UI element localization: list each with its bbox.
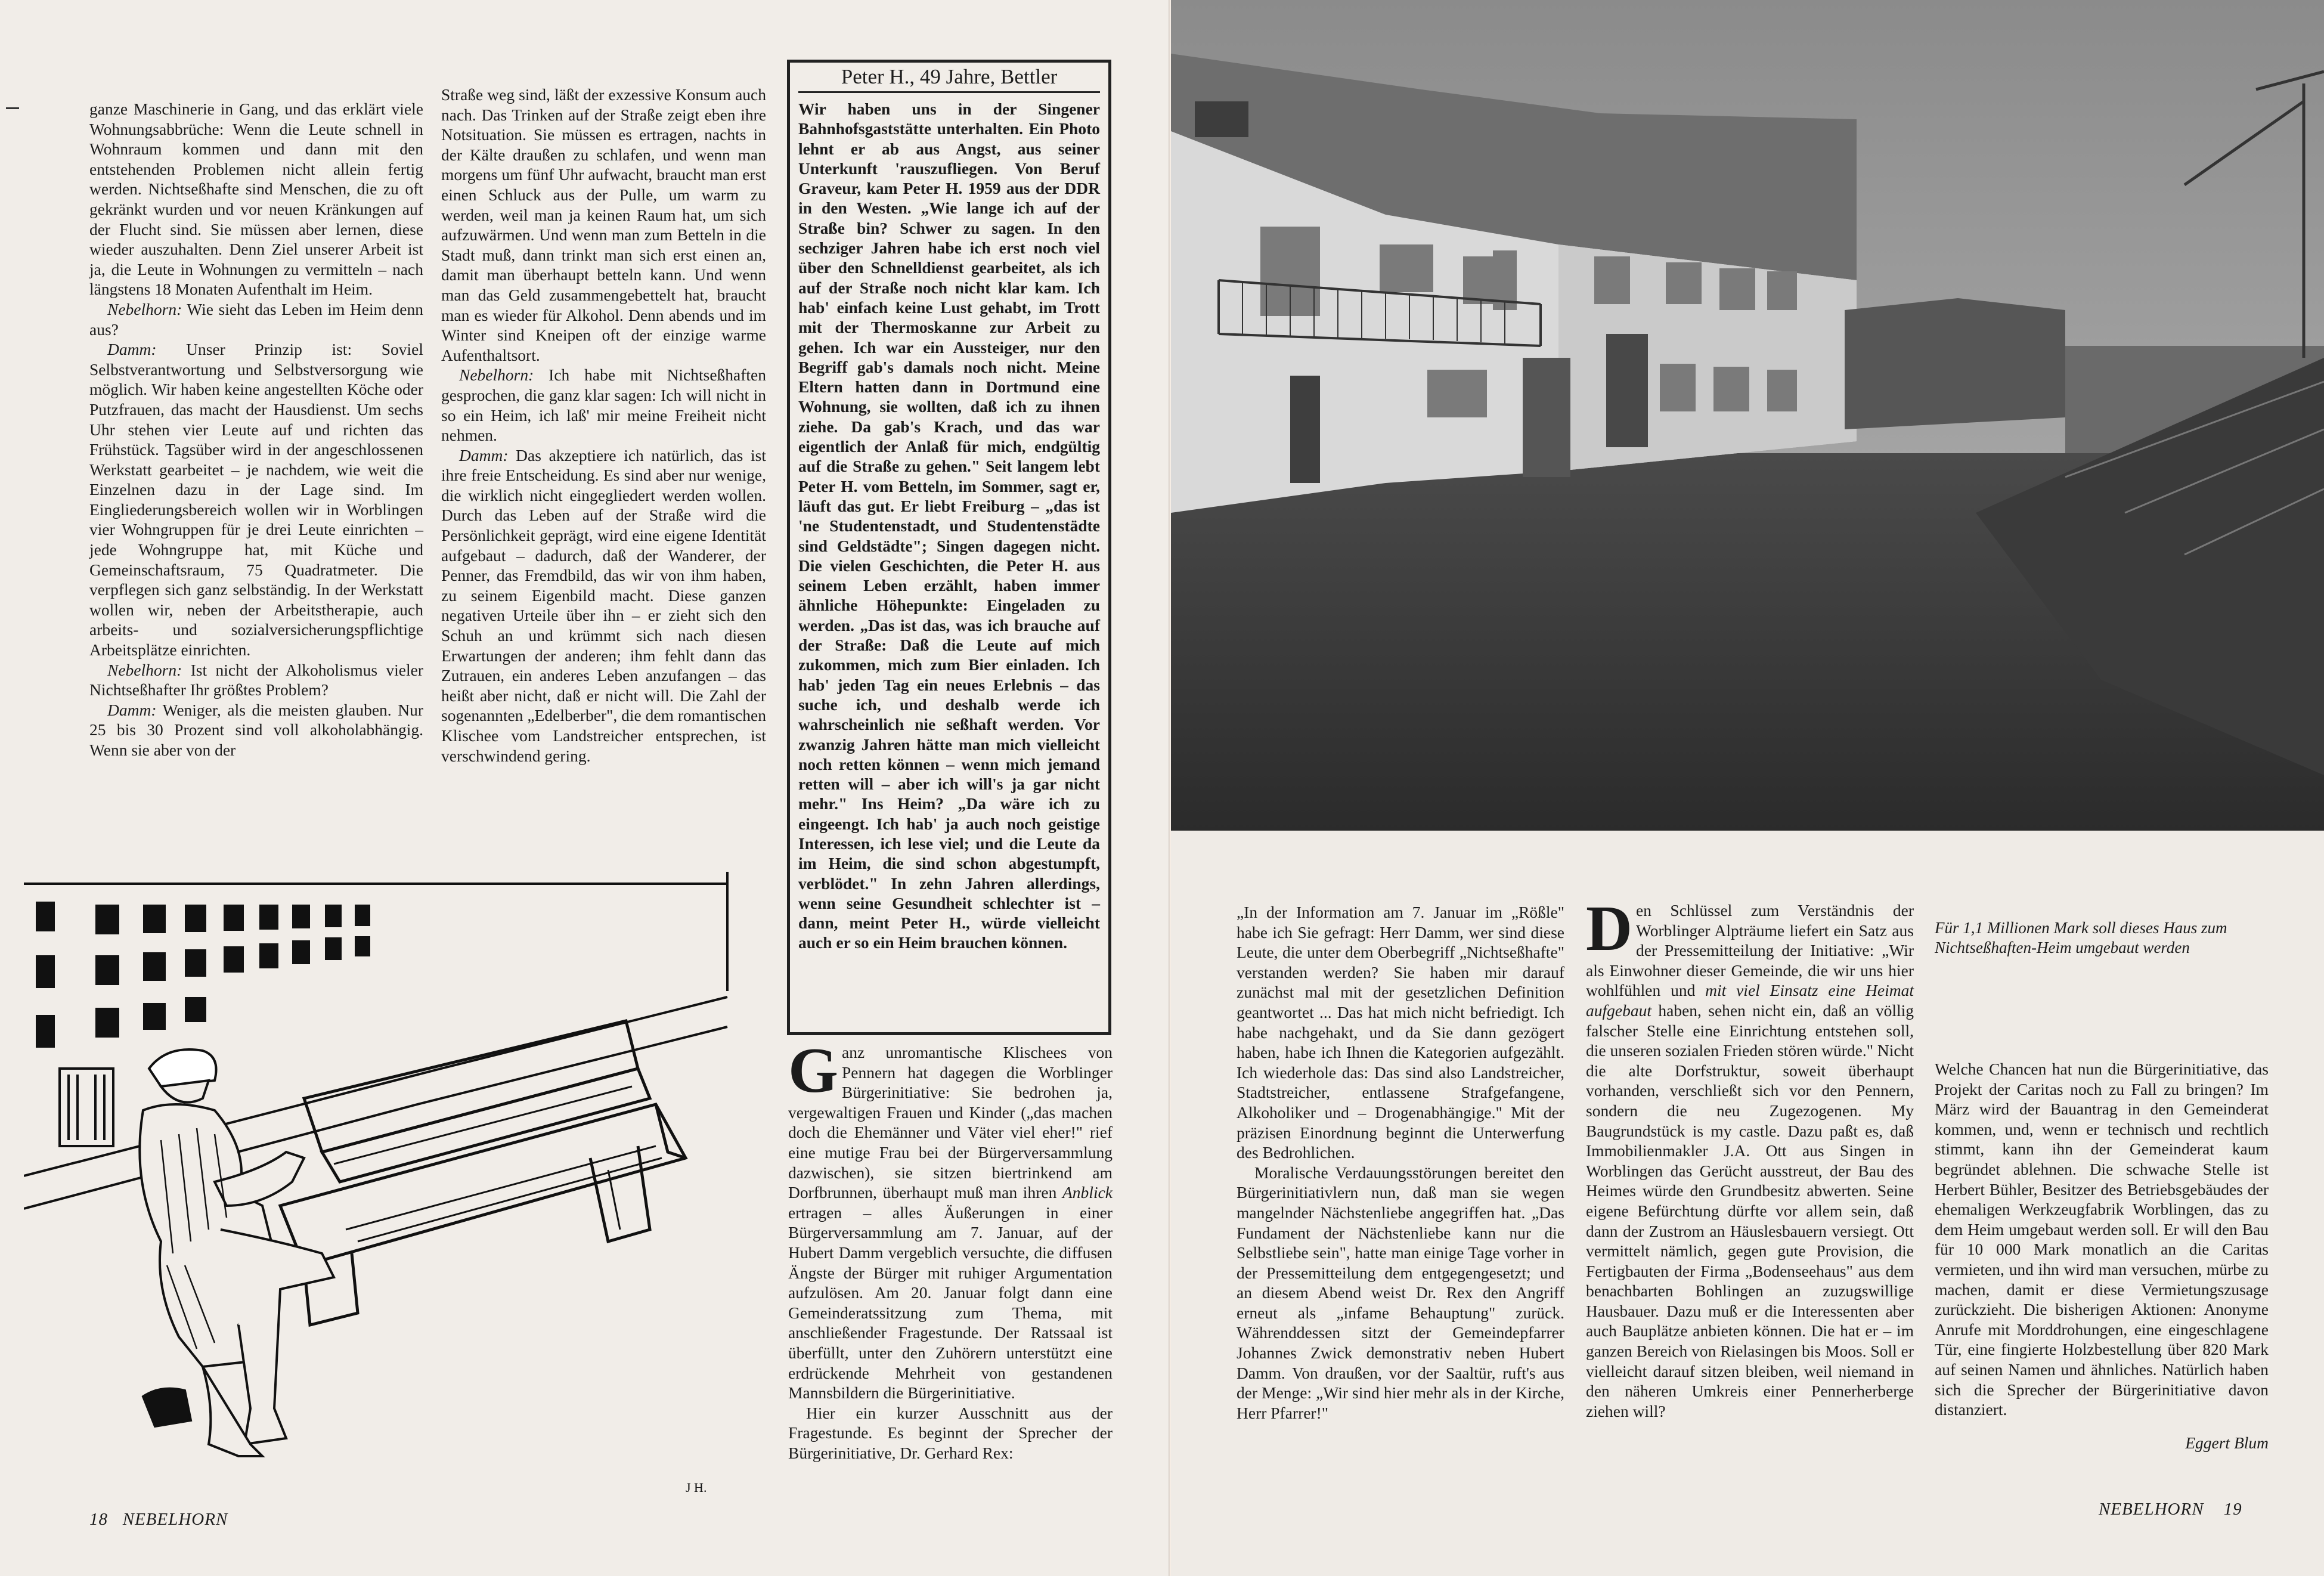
right-column-3	[1935, 1059, 2269, 1453]
speaker-label: Damm:	[107, 700, 157, 719]
building-photo	[1171, 0, 2324, 831]
right-column-2	[1586, 893, 1914, 1421]
article-para: Hier ein kurzer Ausschnitt aus der Fragestunde. Es beginnt der Sprecher der Bürgerinitiative, Dr. Gerhard Rex:	[788, 1403, 1113, 1462]
folio-left: 18 NEBELHORN	[89, 1510, 228, 1529]
article-para: „In der Information am 7. Januar im „Rößle" habe ich Sie gefragt: Herr Damm, wer sind diese Leute, die unter dem Oberbegriff „Nichtseßhafte" verstanden werden? Sie haben mir darauf zunächst mal mit der gesetzlichen Definition geantwortet ... Das hat mich nicht befriedigt. Ich habe nachgehakt, und da Sie dann gezögert haben, habe ich Ihnen die Kategorien aufgezählt. Ich wiederhole das: Das sind also Landstreicher, Stadtstreicher, entlassene Strafgefangene, Alkoholiker und – Drogenabhängige." Mit der präzisen Einordnung beginnt die Unterwerfung des Bedrohlichen.	[1237, 903, 1564, 1162]
sidebar-text: Wir haben uns in der Singener Bahnhofsgaststätte unterhalten. Ein Photo lehnt er ab aus Angst, aus seiner Unterkunft 'rauszufliegen. Von Beruf Graveur, kam Peter H. 1959 aus der DDR in den Westen. „Wie lange ich auf der Straße bin? Schwer zu sagen. In den sechziger Jahren habe ich erst noch viel über den Schnelldienst gearbeitet, als ich auf der Straße noch nicht klar kam. Ich hab' einfach keine Lust gehabt, im Trott mit der Thermoskanne zur Arbeit zu gehen. Ich war ein Aussteiger, nur den Begriff gab's damals noch nicht. Meine Eltern hatten dann in Dortmund eine Wohnung, sie wollten, daß ich zu ihnen ziehe. Da gab's Krach, und das war eigentlich der Anlaß für mich, endgültig auf die Straße zu gehen." Seit langem lebt Peter H. vom Betteln, im Sommer, sagt er, läuft das gut. Er liebt Freiburg – „das ist 'ne Studentenstadt, und Studentenstädte sind Geldstädte"; Singen dagegen nicht. Die vielen Geschichten, die Peter H. aus seinem Leben erzählt, haben immer ähnliche Höhepunkte: Eingeladen zu werden. „Das ist das, was ich brauche auf der Straße: Daß die Leute auf mich zukommen, mich zum Bier einladen. Ich hab' jeden Tag ein neues Erlebnis – das suche ich, und deshalb werde ich wahrscheinlich nie seßhaft werden. Vor zwanzig Jahren hätte man mich vielleicht noch retten können – wenn mich jemand retten will – aber ich will's ja gar nicht mehr." Ins Heim? „Da wäre ich zu eingeengt. Ich hab' ja auch noch geistige Interessen, ich lese viel; und die Leute da im Heim, die sind schon abgestumpft, verblödet." In zehn Jahren allerdings, wenn seine Gesundheit schlechter ist – dann, meint Peter H., würde vielleicht auch er so ein Heim brauchen können.	[798, 100, 1100, 952]
sidebar-box	[787, 60, 1111, 1035]
illustration-man-on-bench	[24, 872, 757, 1500]
dropcap: D	[1586, 893, 1632, 964]
article-para: Moralische Verdauungsstörungen bereitet den Bürgerinitiativlern nun, daß man sie wegen mangelnder Nächstenliebe angegriffen hat. „Das Fundament der Nächstenliebe kann nur die Selbstliebe sein", hatte man einige Tage vorher in der Pressemitteilung dem entgegengesetzt; und an diesem Abend weist Dr. Rex den Angriff erneut als „infame Behauptung" zurück. Währenddessen sitzt der Gemeindepfarrer Johannes Zwick demonstrativ neben Hubert Damm. Von draußen, vor der Saaltür, ruft's aus der Menge: „Wir sind hier mehr als in der Kirche, Herr Pfarrer!"	[1237, 1163, 1564, 1422]
speaker-label: Nebelhorn:	[107, 299, 182, 318]
crop-mark	[6, 107, 19, 109]
interview-para: Damm: Das akzeptiere ich natürlich, das ist ihre freie Entscheidung. Es sind aber nur wenige, die wirklich nicht eingegliedert werden wollen. Durch das Leben auf der Straße wird die Persönlichkeit geprägt, wird eine eigene Identität aufgebaut – dadurch, daß der Wanderer, der Penner, das Fremdbild, das wir von ihm haben, zu seinem Eigenbild macht. Diese ganzen negativen Urteile über ihn – er zieht sich den Schuh an und krümmt sich nach diesen Erwartungen der anderen; ihm fehlt dann das Zutrauen, ein anderes Leben anzufangen – das heißt aber nicht, daß er nicht will. Die Zahl der sogenannten „Edelberber", die dem romantischen Klischee vom Landstreicher entsprechen, ist verschwindend gering.	[441, 445, 766, 765]
photo-caption: Für 1,1 Millionen Mark soll dieses Haus zum Nichtseßhaften-Heim umgebaut werden	[1935, 919, 2227, 956]
article-para: Welche Chancen hat nun die Bürgerinitiative, das Projekt der Caritas noch zu Fall zu bringen? Im März wird der Bauantrag in den Gemeinderat kommen, und, wenn er technisch und rechtlich stimmt, kann ihn der Gemeinderat kaum begründet ablehnen. Die schwache Stelle ist Herbert Bühler, Besitzer des Betriebsgebäudes der ehemaligen Werkzeugfabrik Worblingen, das zu dem Heim umgebaut werden soll. Er will den Bau für 10 000 Mark monatlich an die Caritas vermieten, und ihn wird man versuchen, mürbe zu machen, damit er diese Vermietungszusage zurückzieht. Die bisherigen Aktionen: Anonyme Anrufe mit Morddrohungen, eine eingeschlagene Tür, eine fingierte Holzbestellung über 820 Mark auf seinen Namen und ähnliches. Natürlich haben sich die Sprecher der Bürgerinitiative davon distanziert.	[1935, 1060, 2269, 1419]
speaker-label: Nebelhorn:	[107, 660, 182, 679]
speaker-label: Nebelhorn:	[459, 366, 534, 385]
column-3	[788, 1035, 1113, 1463]
speaker-label: Damm:	[459, 445, 509, 465]
column-1	[89, 99, 423, 760]
interview-para: Damm: Unser Prinzip ist: Soviel Selbstverantwortung und Selbstversorgung wie möglich. Wir haben keine angestellten Köche oder Putzfrauen, das macht der Hausdienst. Um sechs Uhr stehen vier Leute auf und richten das Frühstück. Tagsüber wird in der angeschlossenen Werkstatt gearbeitet – je nachdem, wie weit die Einzelnen dazu in der Lage sind. Im Eingliederungsbereich wollen wir in Worblingen vier Wohngruppen für je drei Leute einrichten – jede Wohngruppe hat, mit Küche und Gemeinschaftsraum, 75 Quadratmeter. Die verpflegen sich ganz selbständig. In der Werkstatt wollen wir, neben der Arbeitstherapie, auch arbeits- und sozialversicherungspflichtige Arbeitsplätze einrichten.	[89, 340, 423, 659]
article-intro: Ganz unromantische Klischees von Pennern hat dagegen die Worblinger Bürgerinitiative: Sie bedrohen ja, vergewaltigen Frauen und Kinder („das machen doch die Ehemänner und Väter viel eher!" rief eine mutige Frau bei der Bürgerversammlung dazwischen), sie sitzen biertrinkend am Dorfbrunnen, überhaupt muß man ihren Anblick ertragen – alles Äußerungen in einer Bürgerversammlung am 7. Januar, auf der Hubert Damm vergeblich versuchte, die diffusen Ängste der Bürger mit ruhiger Argumentation aufzulösen. Am 20. Januar folgt dann eine Gemeinderatssitzung zum Thema, mit anschließender Fragestunde. Der Ratssaal ist überfüllt, unter den Zuhörern unterstützt eine erdrückende Mehrheit von gestandenen Mannsbildern die Bürgerinitiative.	[788, 1035, 1113, 1402]
column-2	[441, 85, 766, 766]
interview-para: Nebelhorn: Ist nicht der Alkoholismus vieler Nichtseßhafter Ihr größtes Problem?	[89, 660, 423, 699]
interview-para: Nebelhorn: Ich habe mit Nichtseßhaften gesprochen, die ganz klar sagen: Ich will nicht in so ein Heim, ich laß' mir meine Freiheit nicht nehmen.	[441, 366, 766, 445]
sidebar-title: Peter H., 49 Jahre, Bettler	[798, 65, 1100, 93]
dropcap: G	[788, 1035, 839, 1106]
article-para: Straße weg sind, läßt der exzessive Konsum auch nach. Das Trinken auf der Straße zeigt eben ihre Notsituation. Sie müssen es ertragen, nachts in der Kälte draußen zu schlafen, und wenn man morgens um fünf Uhr aufwacht, braucht man erst einen Schluck aus der Pulle, um warm zu werden, weil man ja keinen Raum hat, um sich aufzuwärmen. Und wenn man zum Betteln in die Stadt muß, dann trinkt man sich erst einen an, damit man überhaupt betteln kann. Und wenn man das Geld zusammengebettelt hat, braucht man es wieder für Alkohol. Denn abends und im Winter sind Kneipen oft der einzige warme Aufenthaltsort.	[441, 85, 766, 364]
article-para: ganze Maschinerie in Gang, und das erklärt viele Wohnungsabbrüche: Wenn die Leute schnell in Wohnraum kommen und dann mit den entstehenden Problemen nicht allein fertig werden. Nichtseßhafte sind Menschen, die zu oft gekränkt wurden und vor neuen Kränkungen auf der Flucht sind. Sie müssen aber lernen, diese wieder auszuhalten. Denn Ziel unserer Arbeit ist ja, die Leute in Wohnungen zu vermitteln – nach längstens 18 Monaten Aufenthalt im Heim.	[89, 100, 423, 299]
article-para: Den Schlüssel zum Verständnis der Worblinger Alpträume liefert ein Satz aus der Pressemitteilung der Initiative: „Wir als Einwohner dieser Gemeinde, die wir uns hier wohlfühlen und mit viel Einsatz eine Heimat aufgebaut haben, sehen nicht ein, daß an völlig falscher Stelle eine Einrichtung entstehen soll, die unseren sozialen Frieden stören würde." Nicht die alte Dorfstruktur, soweit überhaupt vorhanden, verschließt sich vor den Pennern, sondern die neu Zugezogenen. My Baugrundstück is my castle. Dazu paßt es, daß Immobilienmakler J.A. Ott aus Singen in Worblingen das Gerücht ausstreut, der Bau des Heimes würde den Grundbesitz abwerten. Seine eigene Befürchtung dürfte vor allem sein, daß dann der Zustrom an Häuslesbauern versiegt. Ott vermittelt nämlich, gegen gute Provision, die Fertigbauten der Firma „Bodenseehaus" aus dem benachbarten Bohlingen an zuzugswillige Hausbauer. Dazu muß er die Interessenten aber auch Bauplätze anbieten können. Die hat er – im ganzen Bereich von Rielasingen bis Moos. Soll er vielleicht darauf sitzen bleiben, weil niemand in den näheren Umkreis einer Pennerherberge ziehen will?	[1586, 893, 1914, 1420]
speaker-label: Damm:	[107, 340, 157, 359]
right-column-1	[1237, 902, 1564, 1423]
folio-right: NEBELHORN 19	[2099, 1500, 2242, 1519]
svg-text:J H.: J H.	[686, 1480, 707, 1495]
interview-para: Nebelhorn: Wie sieht das Leben im Heim denn aus?	[89, 299, 423, 339]
interview-para: Damm: Weniger, als die meisten glauben. Nur 25 bis 30 Prozent sind voll alkoholabhängig. Wenn sie aber von der	[89, 700, 423, 759]
author-signature: Eggert Blum	[2185, 1433, 2269, 1452]
